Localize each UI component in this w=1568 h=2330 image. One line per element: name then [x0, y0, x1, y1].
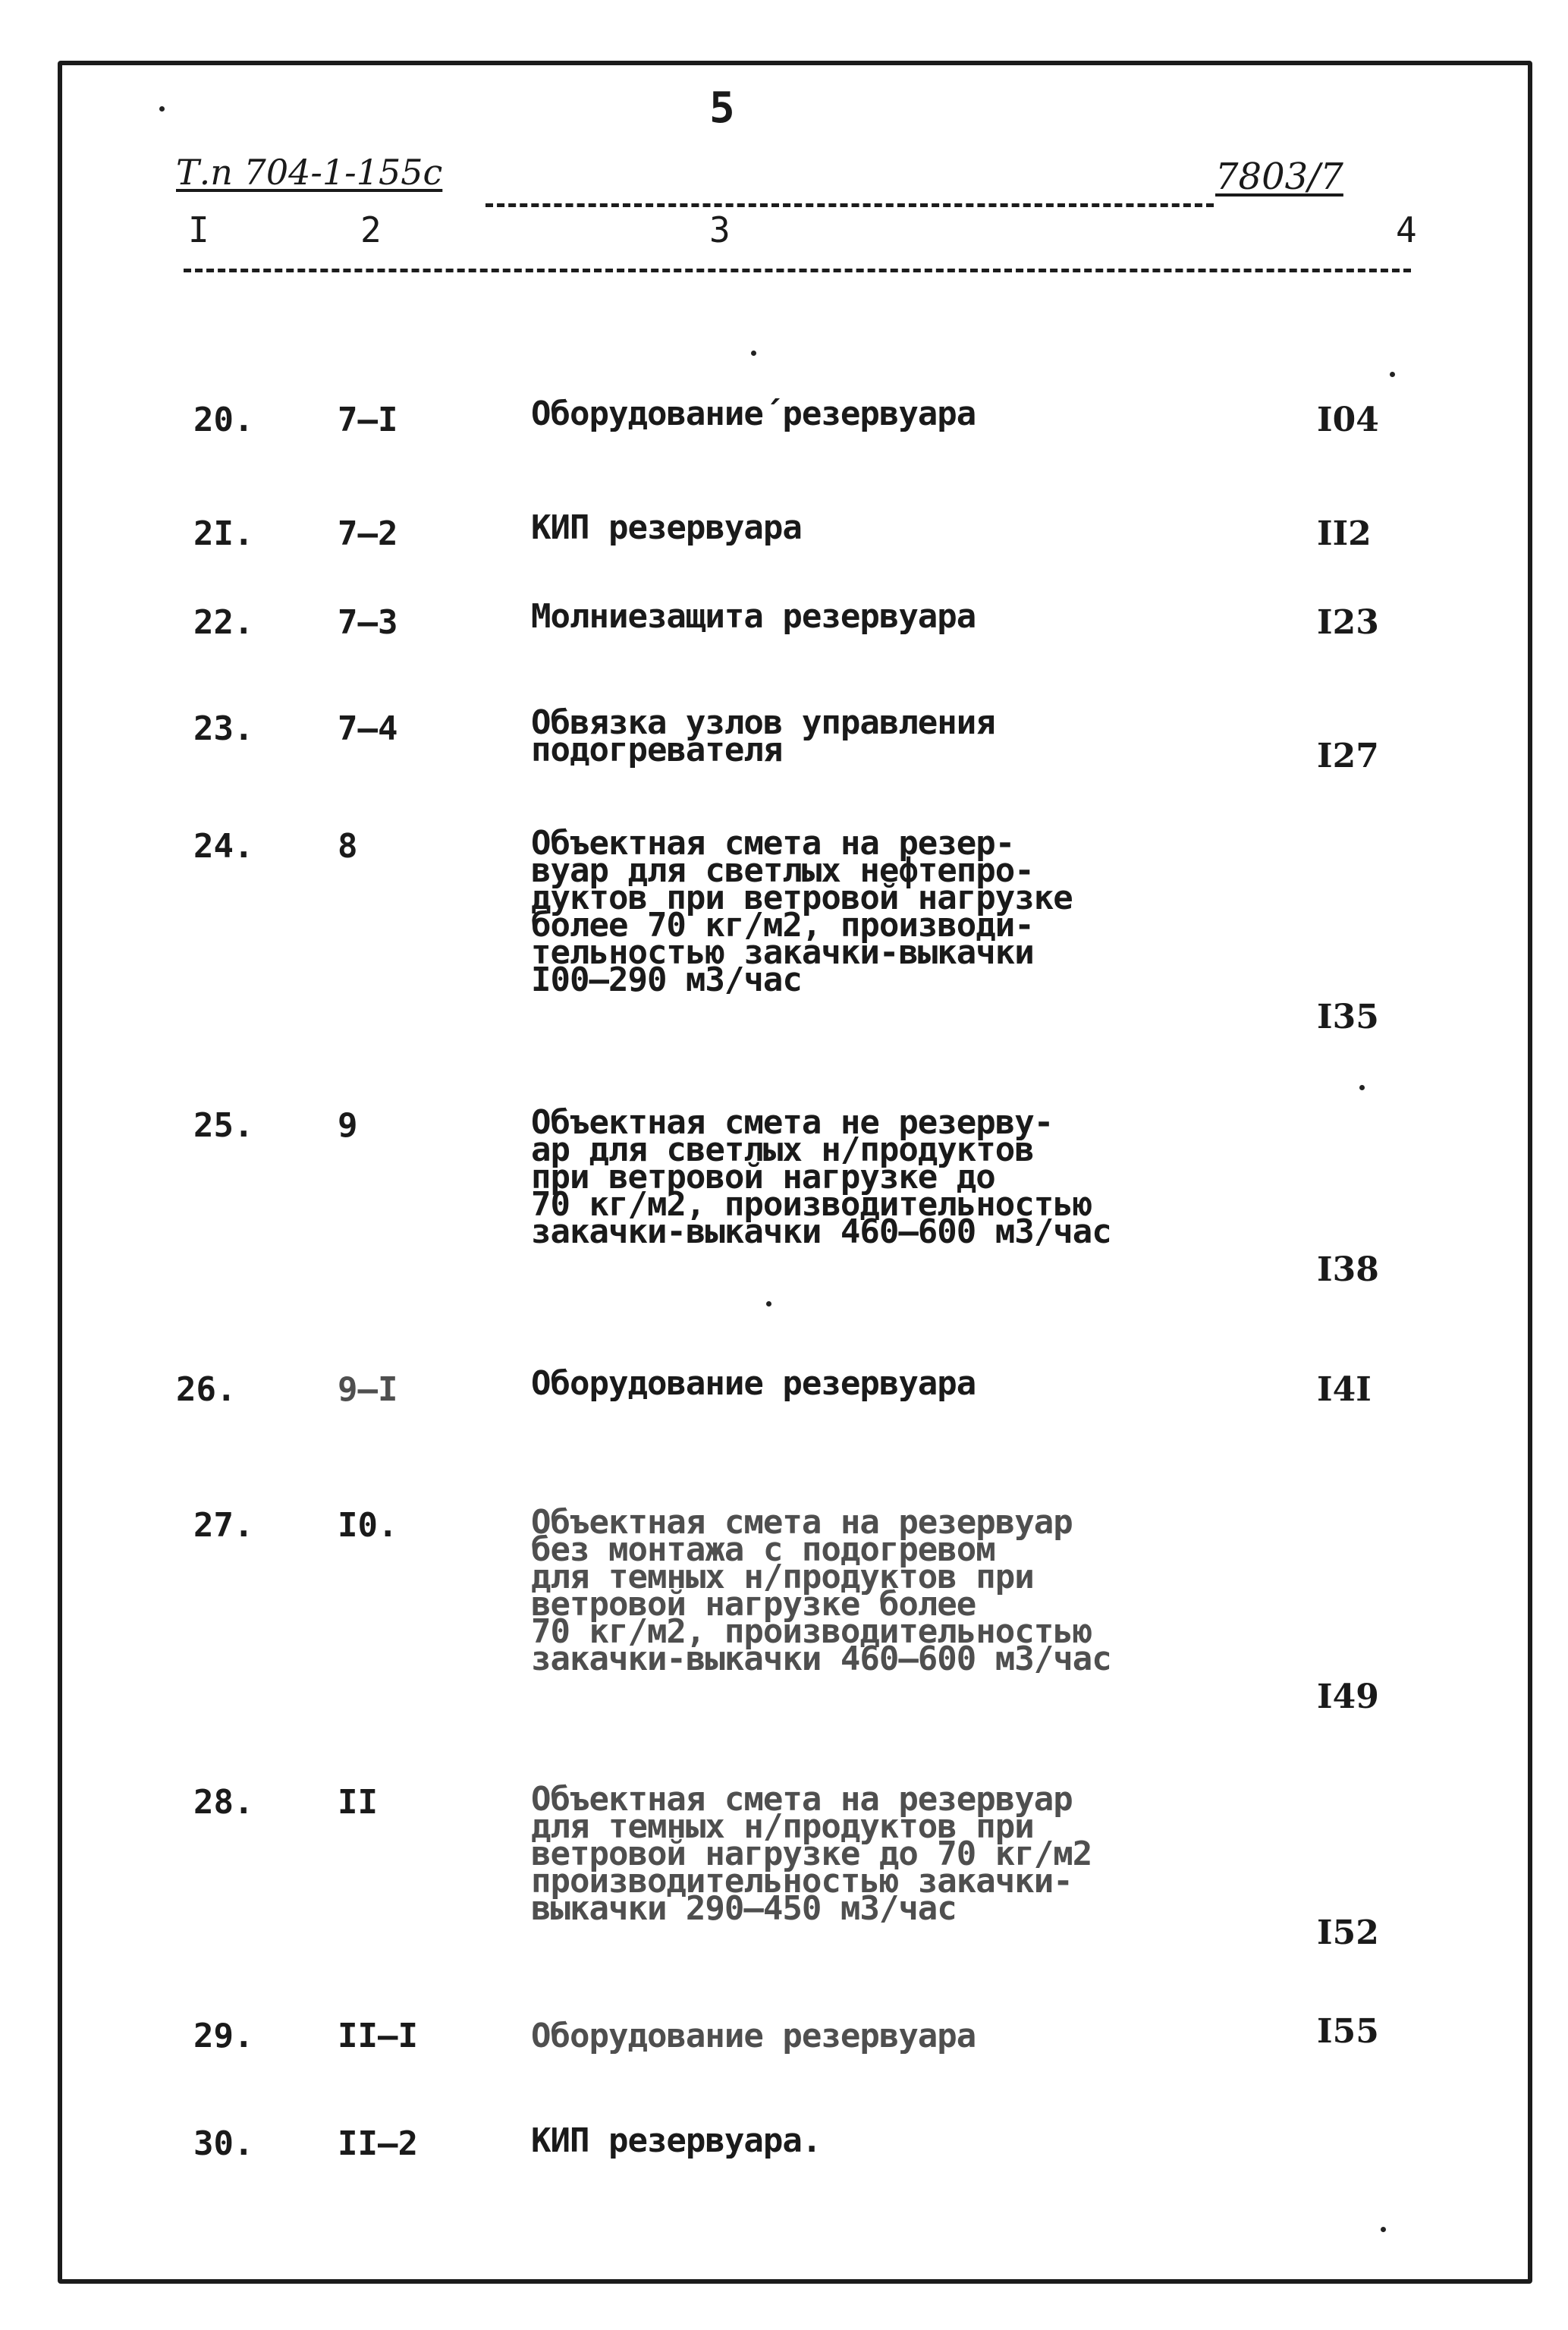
row-number: 30.	[193, 2124, 254, 2163]
scan-speck	[1381, 2227, 1386, 2232]
row-description: Объектная смета не резерву- ар для светлых н/продуктов при ветровой нагрузке до 70 кг/м2, производительностью закачки-выкачки 460–600 м3/час	[531, 1103, 1111, 1251]
row-page: I04	[1317, 401, 1379, 439]
row-number: 28.	[193, 1783, 254, 1822]
scan-speck	[1359, 1085, 1365, 1090]
scan-speck	[751, 351, 756, 356]
row-page: I49	[1317, 1678, 1379, 1716]
row-code: II–I	[338, 2017, 418, 2055]
header-underline	[485, 203, 1214, 207]
scan-speck	[1390, 372, 1395, 377]
row-description: КИП резервуара.	[531, 2121, 822, 2160]
column-header-1: I	[188, 209, 209, 250]
row-code: 9	[338, 1106, 358, 1145]
row-number: 25.	[193, 1106, 254, 1145]
row-code: I0.	[338, 1506, 398, 1545]
column-header-divider	[184, 269, 1411, 272]
page-number: 5	[709, 83, 735, 133]
column-header-4: 4	[1396, 209, 1417, 250]
row-page: I27	[1317, 737, 1379, 775]
row-description: Объектная смета на резер- вуар для светлых нефтепро- дуктов при ветровой нагрузке более 70 кг/м2, производи- тельностью закачки-выкачки I00–290 м3/час	[531, 824, 1073, 999]
row-code: 8	[338, 827, 358, 866]
row-number: 23.	[193, 709, 254, 748]
row-code: 7–4	[338, 709, 398, 748]
row-code: 9–I	[338, 1370, 398, 1409]
row-number: 27.	[193, 1506, 254, 1545]
row-code: 7–2	[338, 514, 398, 553]
row-page: I55	[1317, 2012, 1379, 2051]
document-code: Т.п 704-1-155с	[176, 152, 443, 193]
row-description: Объектная смета на резервуар для темных н/продуктов при ветровой нагрузке до 70 кг/м2 производительностью закачки- выкачки 290–450 м3/час	[531, 1780, 1092, 1928]
row-code: II	[338, 1783, 378, 1822]
row-description: Обвязка узлов управления подогревателя	[531, 703, 995, 769]
row-page: I52	[1317, 1913, 1379, 1952]
row-number: 26.	[176, 1370, 237, 1409]
row-number: 29.	[193, 2017, 254, 2055]
row-number: 2I.	[193, 514, 254, 553]
row-code: II–2	[338, 2124, 418, 2163]
row-code: 7–I	[338, 401, 398, 439]
row-description: Молниезащита резервуара	[531, 597, 976, 636]
row-description: Оборудование´резервуара	[531, 395, 976, 433]
row-number: 24.	[193, 827, 254, 866]
scan-speck	[159, 106, 165, 112]
row-description: Оборудование резервуара	[531, 1364, 976, 1403]
row-code: 7–3	[338, 603, 398, 642]
row-page: I35	[1317, 998, 1379, 1036]
row-description: Объектная смета на резервуар без монтажа с подогревом для темных н/продуктов при ветровой нагрузке более 70 кг/м2, производительностью закачки-выкачки 460–600 м3/час	[531, 1503, 1111, 1678]
row-page: I4I	[1317, 1370, 1372, 1409]
row-page: I38	[1317, 1250, 1379, 1289]
row-number: 20.	[193, 401, 254, 439]
sheet-code: 7803/7	[1215, 156, 1343, 198]
column-header-2: 2	[360, 209, 382, 250]
row-number: 22.	[193, 603, 254, 642]
scan-speck	[766, 1301, 771, 1306]
row-page: I23	[1317, 603, 1379, 642]
row-page: II2	[1317, 514, 1372, 553]
column-header-3: 3	[709, 209, 731, 250]
row-description: Оборудование резервуара	[531, 2017, 976, 2055]
row-description: КИП резервуара	[531, 508, 802, 547]
